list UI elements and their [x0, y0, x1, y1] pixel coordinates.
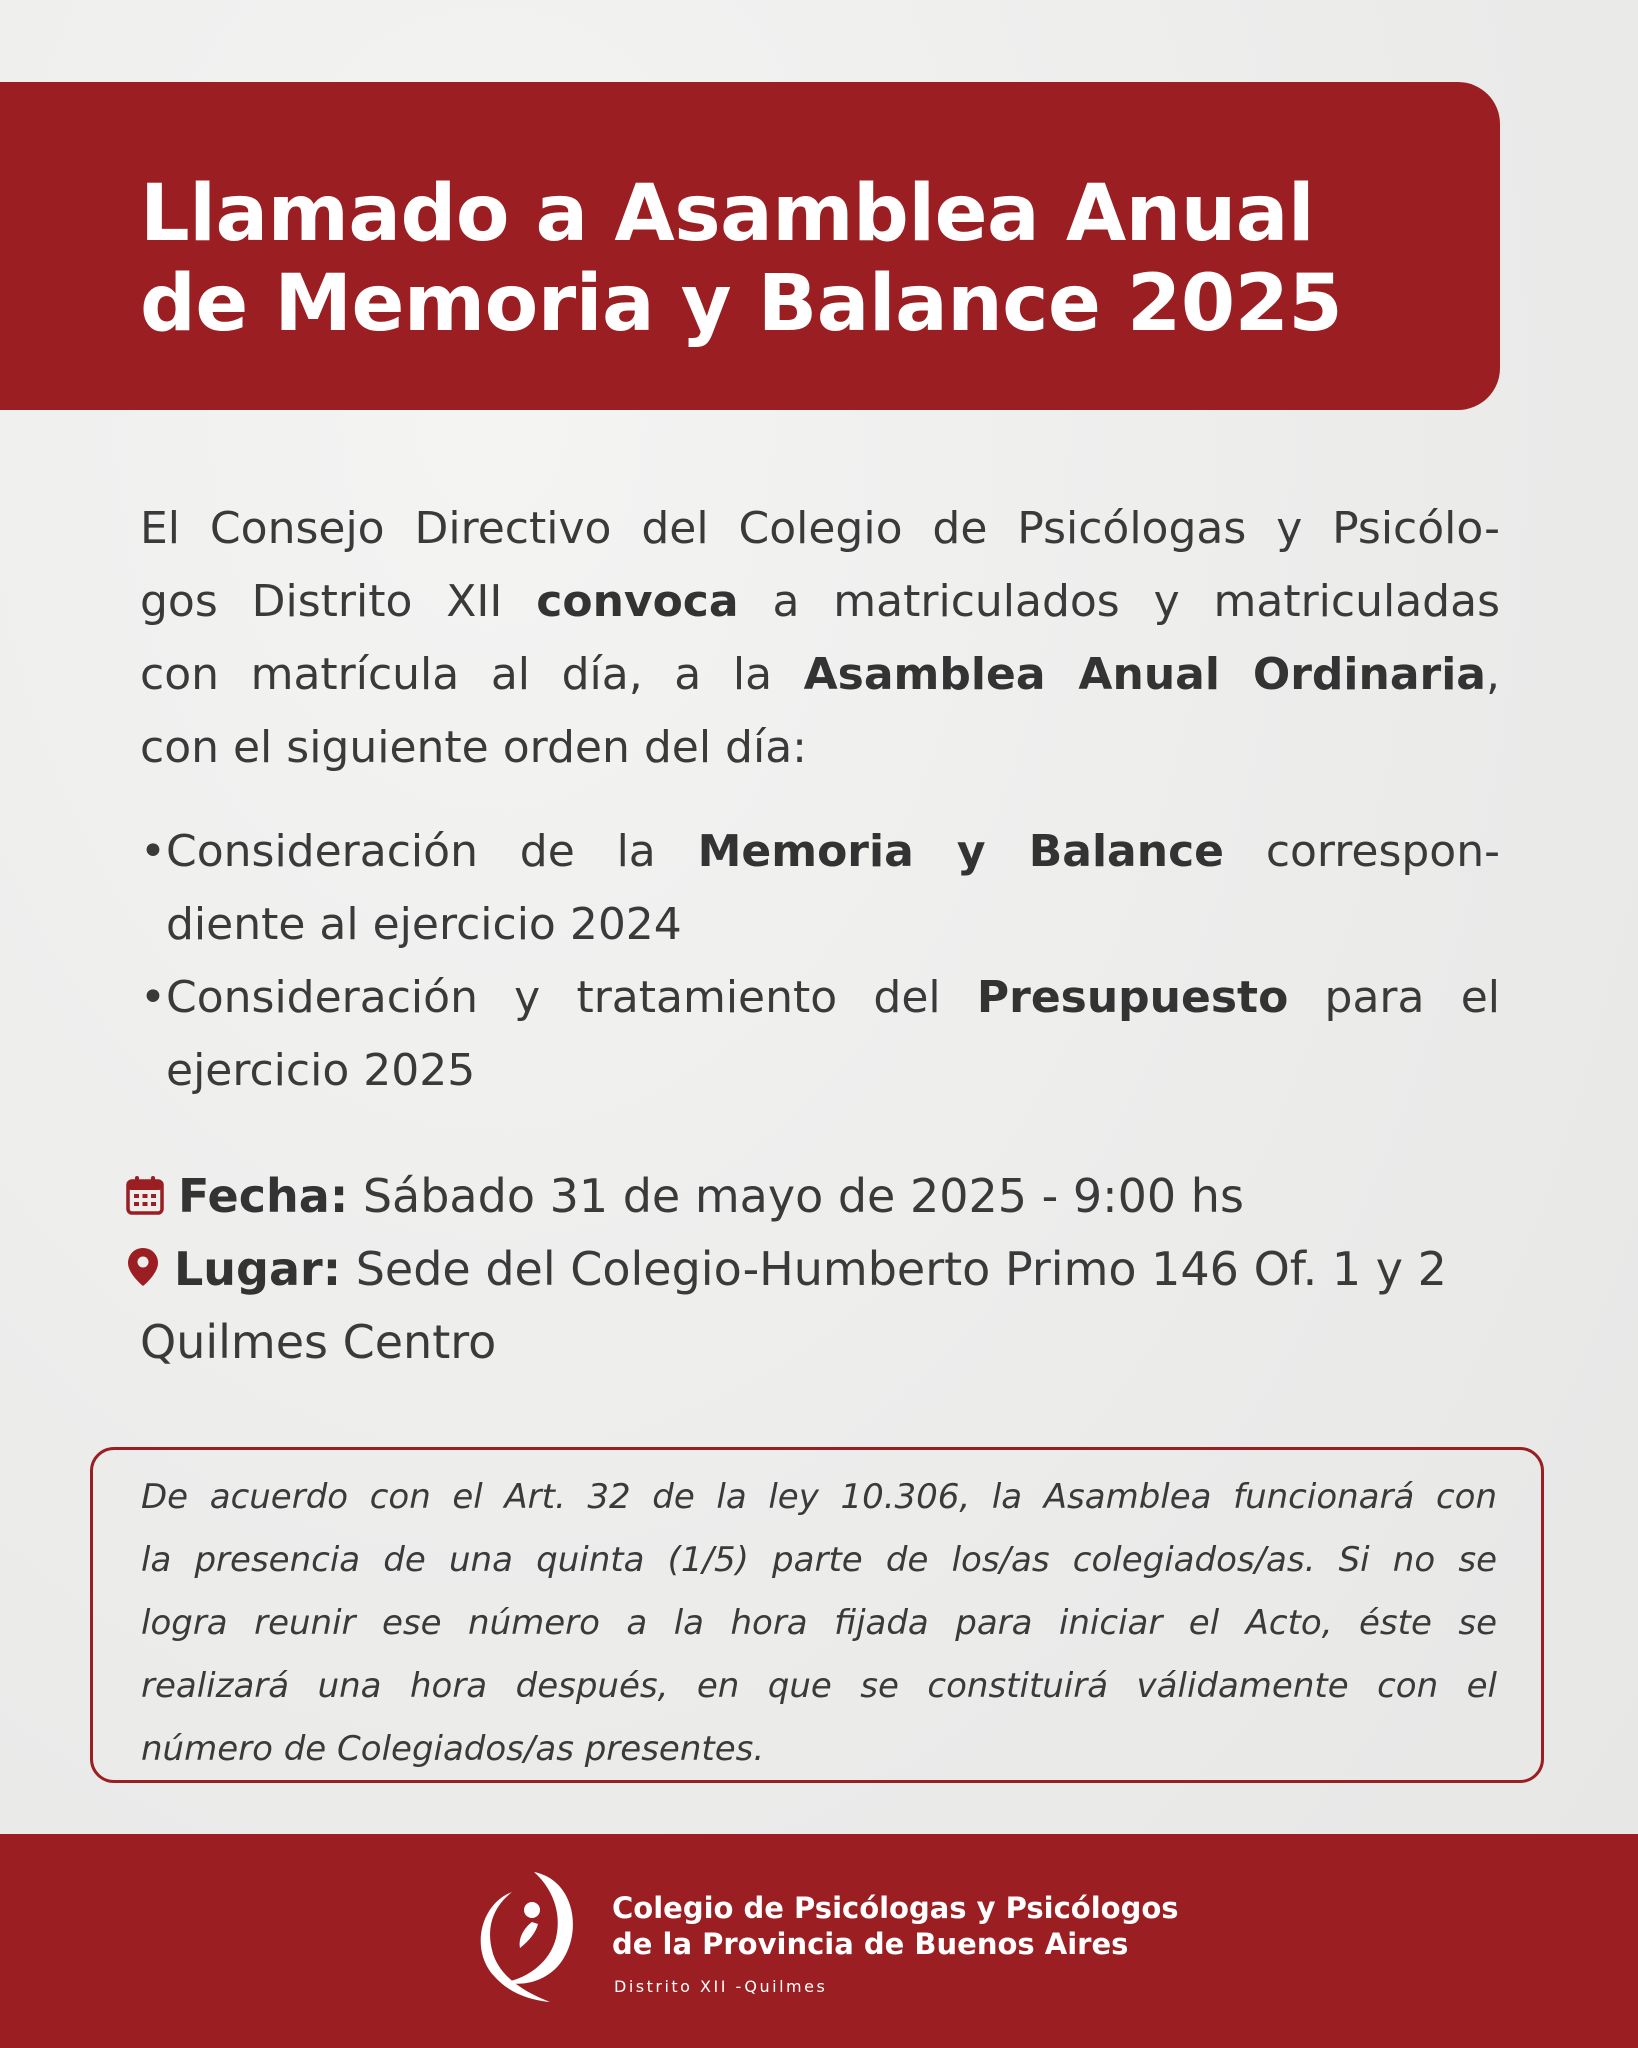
legal-notice-box	[90, 1447, 1544, 1783]
place-value: Sede del Colegio-Humberto Primo 146 Of. 1 y 2	[341, 1242, 1447, 1296]
bullet-dot: •	[140, 972, 166, 1023]
asamblea-emphasis: Asamblea Anual Ordinaria	[803, 649, 1486, 700]
place-value-line-2: Quilmes Centro	[140, 1315, 497, 1369]
intro-line-1: El Consejo Directivo del Colegio de Psicólogas y Psicólo-	[140, 503, 1500, 554]
calendar-icon	[126, 1163, 164, 1236]
bullet-dot: •	[140, 826, 166, 877]
intro-paragraph	[140, 492, 1500, 784]
date-row	[126, 1160, 1244, 1236]
title-line-1: Llamado a Asamblea Anual	[140, 169, 1315, 259]
memoria-emphasis: Memoria y Balance	[697, 826, 1224, 877]
title-line-2: de Memoria y Balance 2025	[140, 259, 1343, 349]
legal-notice-text: De acuerdo con el Art. 32 de la ley 10.306, la Asamblea funcionará con la presencia de una quinta (1/5) parte de los/as colegiados/as. Si no se logra reunir ese número a la hora fijada para iniciar el Acto, éste se realizará una hora después, en que se constituirá válidamente con el número de Colegiados/as presentes.	[141, 1477, 1497, 1769]
college-name: Colegio de Psicólogas y Psicólogos de la Provincia de Buenos Aires	[612, 1891, 1179, 1961]
college-district: Distrito XII -Quilmes	[614, 1977, 828, 1996]
place-label: Lugar:	[174, 1242, 342, 1296]
place-row	[126, 1233, 1447, 1309]
presupuesto-emphasis: Presupuesto	[976, 972, 1289, 1023]
date-value: Sábado 31 de mayo de 2025 - 9:00 hs	[348, 1169, 1244, 1223]
map-pin-icon	[126, 1236, 160, 1309]
footer-bar	[0, 1834, 1638, 2048]
intro-line-2: gos Distrito XII convoca a matriculados y matriculadas	[140, 576, 1500, 627]
intro-line-4: con el siguiente orden del día:	[140, 722, 807, 773]
convoca-emphasis: convoca	[536, 576, 739, 627]
date-label: Fecha:	[178, 1169, 349, 1223]
title-banner	[0, 82, 1500, 410]
intro-line-3: con matrícula al día, a la Asamblea Anual Ordinaria,	[140, 649, 1500, 700]
college-logo-icon	[472, 1866, 584, 2006]
